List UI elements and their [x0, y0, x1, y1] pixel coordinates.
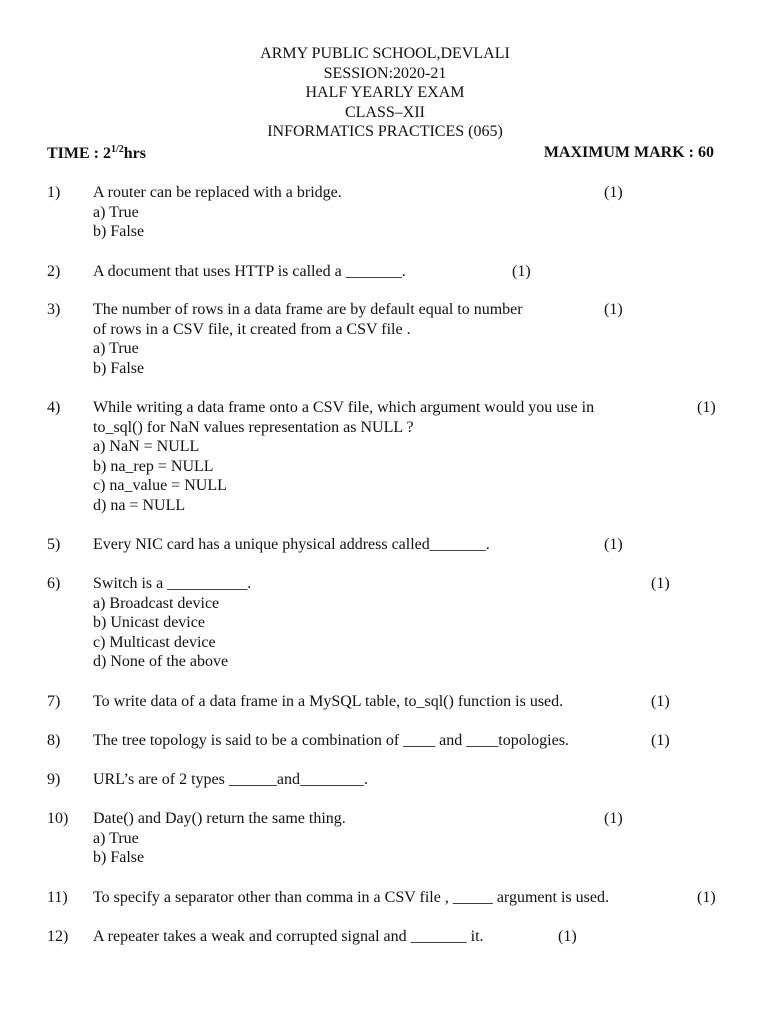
question-number: 9)	[47, 771, 61, 788]
question-text-cont: to_sql() for NaN values representation as NULL ?	[93, 418, 414, 436]
session: SESSION:2020-21	[323, 64, 447, 82]
question-mark: (1)	[512, 263, 531, 280]
option-b: b) na_rep = NULL	[93, 457, 214, 475]
question-number: 1)	[47, 184, 61, 201]
option-a: a) Broadcast device	[93, 594, 220, 612]
school-name: ARMY PUBLIC SCHOOL,DEVLALI	[260, 45, 510, 62]
question-mark: (1)	[604, 301, 623, 318]
option-b: b) Unicast device	[93, 614, 205, 632]
question-text: To specify a separator other than comma in a CSV file , _____ argument is used.	[93, 889, 609, 906]
question-number: 11)	[47, 889, 68, 906]
question-number: 2)	[47, 263, 61, 280]
option-b: b) False	[93, 223, 145, 241]
question-text: URL’s are of 2 types ______and________.	[93, 771, 368, 788]
question-text: To write data of a data frame in a MySQL table, to_sql() function is used.	[93, 693, 564, 710]
question-number: 4)	[47, 399, 61, 416]
question-text: The tree topology is said to be a combination of ____ and ____topologies.	[93, 732, 569, 749]
question-mark: (1)	[651, 693, 670, 710]
question-mark: (1)	[697, 399, 716, 416]
maximum-mark: MAXIMUM MARK : 60	[543, 144, 714, 161]
option-b: b) False	[93, 359, 145, 377]
question-text: A router can be replaced with a bridge.	[93, 184, 342, 201]
question-number: 10)	[47, 810, 69, 827]
option-b: b) False	[93, 849, 145, 867]
question-text: Date() and Day() return the same thing.	[93, 810, 346, 827]
question-text-cont: of rows in a CSV file, it created from a CSV file .	[93, 320, 411, 338]
question-mark: (1)	[651, 732, 670, 749]
option-a: a) True	[93, 203, 139, 221]
question-number: 5)	[47, 536, 61, 553]
option-a: a) True	[93, 829, 139, 847]
question-text: The number of rows in a data frame are by default equal to number	[93, 301, 523, 318]
question-text: A repeater takes a weak and corrupted signal and _______ it.	[93, 928, 484, 945]
question-text: While writing a data frame onto a CSV file, which argument would you use in	[93, 399, 595, 416]
question-number: 6)	[47, 575, 61, 592]
question-text: Every NIC card has a unique physical address called_______.	[93, 536, 490, 553]
option-a: a) NaN = NULL	[93, 438, 200, 456]
question-mark: (1)	[604, 536, 623, 553]
question-text: Switch is a __________.	[93, 575, 252, 592]
option-d: d) None of the above	[93, 653, 229, 671]
question-text: A document that uses HTTP is called a _______.	[93, 263, 406, 280]
question-number: 7)	[47, 693, 61, 710]
question-mark: (1)	[604, 810, 623, 827]
option-a: a) True	[93, 340, 139, 358]
question-number: 12)	[47, 928, 69, 945]
question-mark: (1)	[604, 184, 623, 201]
question-number: 8)	[47, 732, 61, 749]
exam-name: HALF YEARLY EXAM	[305, 84, 465, 101]
exam-header	[0, 44, 770, 142]
class-name: CLASS–XII	[344, 103, 425, 121]
subject-name: INFORMATICS PRACTICES (065)	[267, 123, 503, 140]
question-number: 3)	[47, 301, 61, 318]
question-mark: (1)	[558, 928, 577, 945]
question-mark: (1)	[651, 575, 670, 592]
time-allowed: TIME : $2^{1/2}hrs$	[47, 144, 147, 162]
option-c: c) na_value = NULL	[93, 477, 227, 495]
question-mark: (1)	[697, 889, 716, 906]
option-c: c) Multicast device	[93, 633, 216, 651]
option-d: d) na = NULL	[93, 496, 186, 514]
